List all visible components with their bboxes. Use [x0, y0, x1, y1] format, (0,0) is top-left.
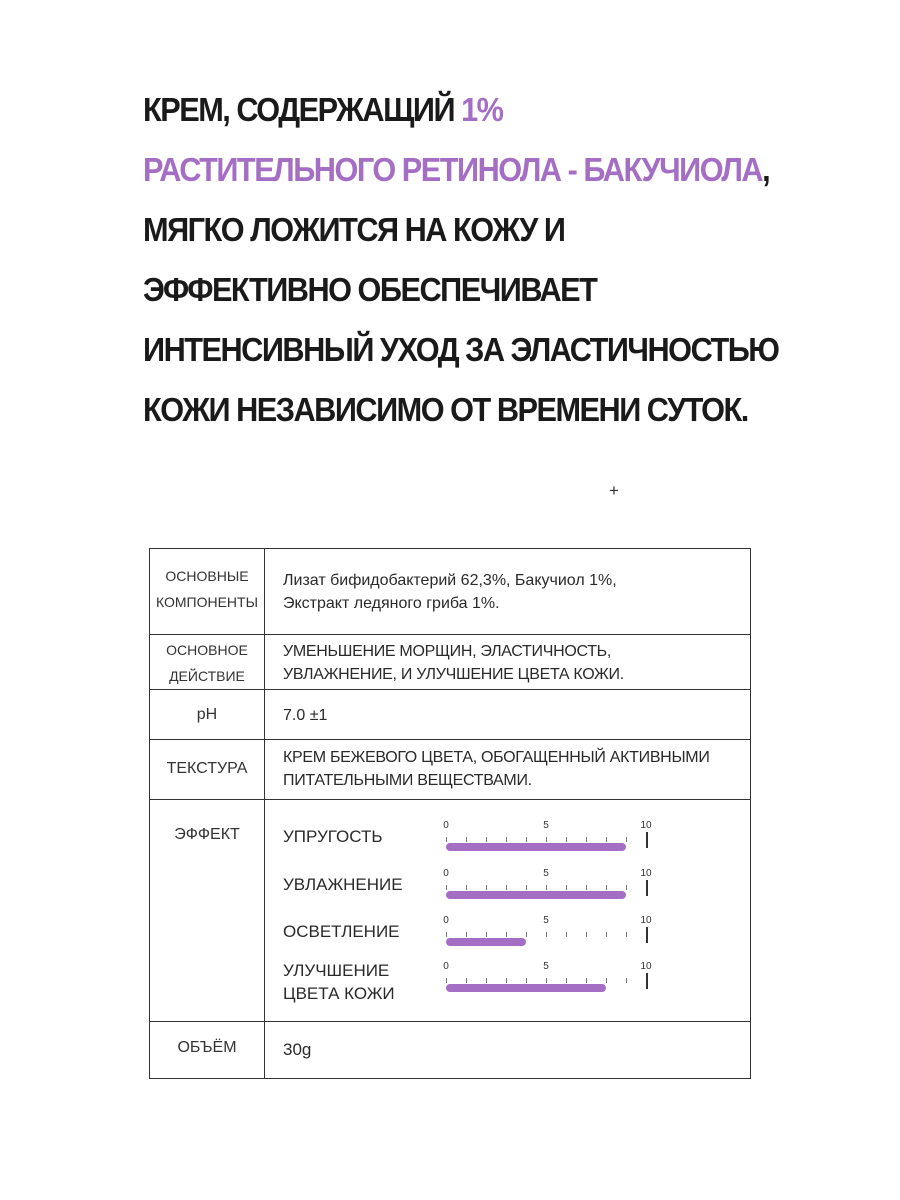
- scale-tick: [566, 837, 567, 842]
- scale-tick: [526, 885, 527, 890]
- action-value-line-2: УВЛАЖНЕНИЕ, И УЛУЧШЕНИЕ ЦВЕТА КОЖИ.: [283, 666, 624, 683]
- scale-tick: [586, 837, 587, 842]
- scale-tick: [466, 932, 467, 937]
- effect-name: [283, 959, 395, 1005]
- effect-label: ЭФФЕКТ: [174, 826, 240, 843]
- scale-tick: [646, 927, 648, 943]
- scale-tick: [606, 885, 607, 890]
- effect-scale: [443, 820, 656, 860]
- volume-label: ОБЪЁМ: [177, 1039, 237, 1056]
- components-value-line-2: Экстракт ледяного гриба 1%.: [283, 595, 500, 612]
- scale-number: 5: [543, 868, 549, 879]
- headline-line-4: ЭФФЕКТИВНО ОБЕСПЕЧИВАЕТ: [143, 271, 597, 308]
- scale-tick: [566, 978, 567, 983]
- effect-level-bar: [446, 984, 606, 992]
- action-value: [283, 640, 624, 686]
- spec-table: [149, 548, 751, 1079]
- effect-name: [283, 873, 403, 896]
- effect-scale: [443, 915, 656, 955]
- scale-number: 10: [640, 820, 652, 831]
- scale-tick: [526, 837, 527, 842]
- effect-scale: [443, 868, 656, 908]
- scale-tick: [506, 932, 507, 937]
- scale-number: 0: [443, 961, 449, 972]
- action-value-line-1: УМЕНЬШЕНИЕ МОРЩИН, ЭЛАСТИЧНОСТЬ,: [283, 643, 612, 660]
- row-main-action: [150, 635, 750, 690]
- headline-line-1: [143, 88, 794, 148]
- row-ph: [150, 690, 750, 740]
- scale-tick: [546, 837, 547, 842]
- scale-tick: [466, 978, 467, 983]
- scale-tick: [486, 837, 487, 842]
- texture-label: ТЕКСТУРА: [166, 760, 248, 777]
- effect-level-bar: [446, 843, 626, 851]
- volume-value: 30g: [283, 1040, 312, 1059]
- scale-number: 5: [543, 915, 549, 926]
- components-label-line-2: КОМПОНЕНТЫ: [155, 594, 258, 610]
- scale-tick: [546, 932, 547, 937]
- texture-value: [283, 746, 710, 792]
- scale-tick: [526, 978, 527, 983]
- headline-comma: ,: [762, 151, 770, 188]
- scale-tick: [586, 978, 587, 983]
- effect-name-line-1: ОСВЕТЛЕНИЕ: [283, 922, 400, 941]
- scale-tick: [586, 885, 587, 890]
- effect-name-line-1: УЛУЧШЕНИЕ: [283, 961, 390, 980]
- scale-tick: [446, 837, 447, 842]
- scale-tick: [586, 932, 587, 937]
- effect-name-line-2: ЦВЕТА КОЖИ: [283, 984, 395, 1003]
- action-label-line-1: ОСНОВНОЕ: [166, 642, 248, 658]
- headline-accent-bakuchiol: РАСТИТЕЛЬНОГО РЕТИНОЛА - БАКУЧИОЛА: [143, 151, 763, 188]
- scale-number: 10: [640, 961, 652, 972]
- scale-tick: [446, 885, 447, 890]
- headline-line-5: ИНТЕНСИВНЫЙ УХОД ЗА ЭЛАСТИЧНОСТЬЮ: [143, 331, 779, 368]
- texture-value-line-2: ПИТАТЕЛЬНЫМИ ВЕЩЕСТВАМИ.: [283, 772, 532, 789]
- scale-tick: [486, 932, 487, 937]
- scale-tick: [646, 880, 648, 896]
- scale-number: 0: [443, 820, 449, 831]
- effect-name: [283, 825, 383, 848]
- scale-tick: [486, 885, 487, 890]
- scale-tick: [566, 932, 567, 937]
- scale-number: 10: [640, 868, 652, 879]
- effect-name-line-1: УПРУГОСТЬ: [283, 827, 383, 846]
- scale-tick: [546, 978, 547, 983]
- headline-text: КРЕМ, СОДЕРЖАЩИЙ: [143, 91, 462, 128]
- components-label: [150, 563, 264, 615]
- headline-accent-percent: 1%: [461, 91, 503, 128]
- row-texture: [150, 740, 750, 800]
- scale-number: 10: [640, 915, 652, 926]
- scale-tick: [606, 837, 607, 842]
- scale-tick: [646, 973, 648, 989]
- components-value-line-1: Лизат бифидобактерий 62,3%, Бакучиол 1%,: [283, 572, 617, 589]
- row-volume: [150, 1022, 750, 1078]
- scale-tick: [506, 885, 507, 890]
- scale-tick: [466, 885, 467, 890]
- headline-line-2: [143, 148, 794, 208]
- scale-tick: [506, 837, 507, 842]
- effect-scale: [443, 961, 656, 1001]
- scale-tick: [626, 932, 627, 937]
- scale-tick: [626, 837, 627, 842]
- ph-value: 7.0 ±1: [283, 707, 328, 724]
- scale-number: 0: [443, 915, 449, 926]
- scale-tick: [626, 978, 627, 983]
- scale-tick: [506, 978, 507, 983]
- scale-tick: [446, 932, 447, 937]
- components-value: [283, 569, 617, 615]
- action-label-line-2: ДЕЙСТВИЕ: [169, 668, 245, 684]
- components-label-line-1: ОСНОВНЫЕ: [165, 568, 249, 584]
- effect-name: [283, 920, 400, 943]
- headline: [143, 88, 843, 448]
- scale-number: 5: [543, 820, 549, 831]
- effect-name-line-1: УВЛАЖНЕНИЕ: [283, 875, 403, 894]
- row-components: [150, 549, 750, 635]
- scale-tick: [606, 932, 607, 937]
- scale-tick: [486, 978, 487, 983]
- scale-tick: [446, 978, 447, 983]
- texture-value-line-1: КРЕМ БЕЖЕВОГО ЦВЕТА, ОБОГАЩЕННЫЙ АКТИВНЫМИ: [283, 749, 710, 766]
- row-effect: [150, 800, 750, 1022]
- effect-level-bar: [446, 938, 526, 946]
- scale-tick: [626, 885, 627, 890]
- headline-line-6: КОЖИ НЕЗАВИСИМО ОТ ВРЕМЕНИ СУТОК.: [143, 391, 748, 428]
- scale-number: 5: [543, 961, 549, 972]
- scale-tick: [546, 885, 547, 890]
- scale-tick: [566, 885, 567, 890]
- plus-sign: +: [609, 481, 619, 500]
- ph-label: pH: [196, 706, 218, 723]
- effect-level-bar: [446, 891, 626, 899]
- scale-tick: [646, 832, 648, 848]
- scale-tick: [526, 932, 527, 937]
- scale-tick: [606, 978, 607, 983]
- scale-tick: [466, 837, 467, 842]
- action-label: [150, 637, 264, 689]
- scale-number: 0: [443, 868, 449, 879]
- headline-line-3: МЯГКО ЛОЖИТСЯ НА КОЖУ И: [143, 211, 565, 248]
